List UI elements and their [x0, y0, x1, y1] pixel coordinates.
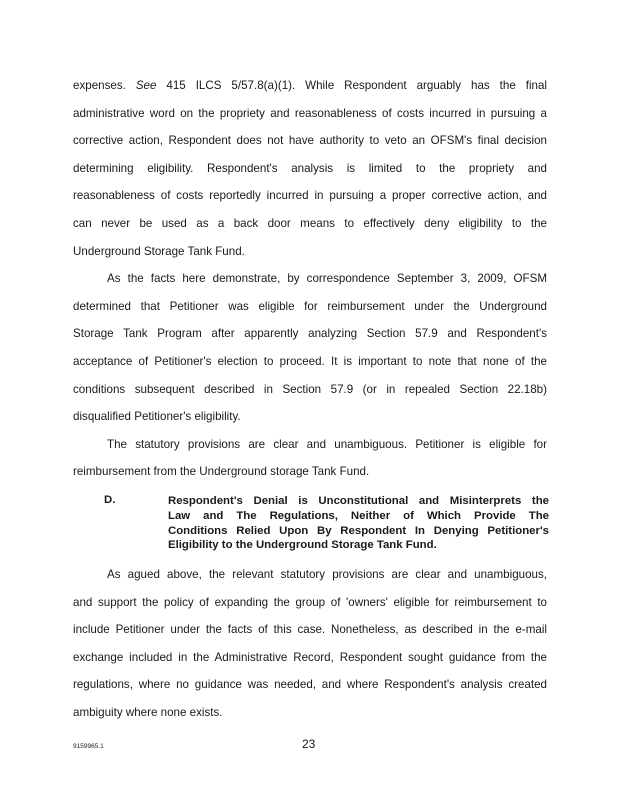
text-line: determining eligibility. Respondent's analysis is limited to the propriety and: [73, 161, 547, 175]
text-line: ambiguity where none exists.: [73, 705, 223, 719]
section-letter: D.: [104, 494, 116, 506]
document-id: 9159965.1: [73, 743, 104, 750]
text-line: and support the policy of expanding the group of 'owners' eligible for reimbursement to: [73, 595, 547, 609]
text-line: regulations, where no guidance was needed, and where Respondent's analysis created: [73, 678, 547, 692]
body-text-upper: [73, 72, 547, 486]
paragraph-4: [73, 561, 547, 727]
text-line: reimbursement from the Underground storage Tank Fund.: [73, 465, 370, 479]
text-line: The statutory provisions are clear and unambiguous. Petitioner is eligible for: [107, 437, 547, 451]
paragraph-3: [73, 431, 547, 486]
text-line: reasonableness of costs reportedly incurred in pursuing a proper corrective action, and: [73, 189, 547, 203]
text-line: corrective action, Respondent does not have authority to veto an OFSM's final decision: [73, 134, 547, 148]
section-title: [168, 494, 549, 553]
text-line: Storage Tank Program after apparently analyzing Section 57.9 and Respondent's: [73, 327, 547, 341]
text-line: conditions subsequent described in Section 57.9 (or in repealed Section 22.18b): [73, 382, 547, 396]
text-line: disqualified Petitioner's eligibility.: [73, 410, 241, 424]
text-line: exchange included in the Administrative Record, Respondent sought guidance from the: [73, 650, 547, 664]
text-line: administrative word on the propriety and reasonableness of costs incurred in pursuing a: [73, 106, 547, 120]
text-line: determined that Petitioner was eligible for reimbursement under the Underground: [73, 299, 547, 313]
body-text-lower: [73, 561, 547, 727]
text-line: As agued above, the relevant statutory provisions are clear and unambiguous,: [107, 568, 547, 581]
heading-line: Respondent's Denial is Unconstitutional and Misinterprets the: [168, 495, 549, 507]
heading-line: Eligibility to the Underground Storage Tank Fund.: [168, 539, 437, 552]
page-number: 23: [302, 737, 316, 751]
text-line: As the facts here demonstrate, by correspondence September 3, 2009, OFSM: [107, 272, 547, 286]
text-line: Underground Storage Tank Fund.: [73, 244, 245, 258]
text-line: can never be used as a back door means to effectively deny eligibility to the: [73, 216, 547, 230]
heading-line: Law and The Regulations, Neither of Which Provide The: [168, 509, 549, 522]
text-line: include Petitioner under the facts of this case. Nonetheless, as described in the e-mail: [73, 623, 547, 637]
paragraph-2: [73, 265, 547, 431]
signal-citation: See: [135, 79, 157, 92]
text-line: acceptance of Petitioner's election to proceed. It is important to note that none of the: [73, 354, 547, 368]
text-line: expenses. See 415 ILCS 5/57.8(a)(1). While Respondent arguably has the final: [73, 79, 547, 92]
heading-line: Conditions Relied Upon By Respondent In Denying Petitioner's: [168, 524, 549, 537]
paragraph-1: [73, 72, 547, 265]
